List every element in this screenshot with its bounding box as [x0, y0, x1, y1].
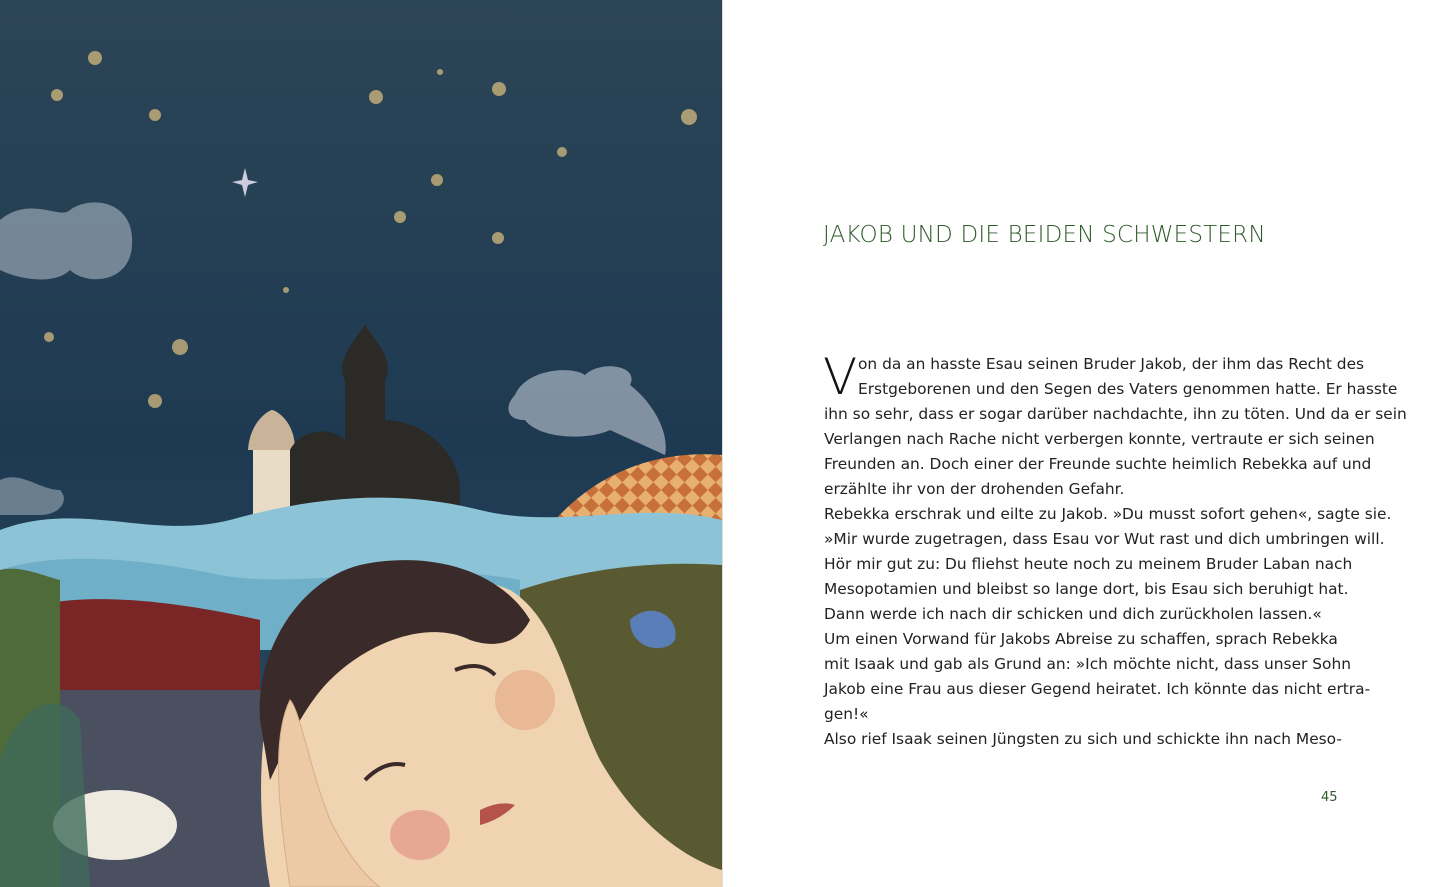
text-line: gen!«	[824, 705, 869, 723]
text-line: on da an hasste Esau seinen Bruder Jakob, der ihm das Recht des	[858, 355, 1365, 373]
body-text	[823, 348, 1407, 752]
text-line: ihn so sehr, dass er sogar darüber nachdachte, ihn zu töten. Und da er sein	[824, 405, 1407, 423]
text-line: Mesopotamien und bleibst so lange dort, bis Esau sich beruhigt hat.	[824, 580, 1349, 598]
text-line: »Mir wurde zugetragen, dass Esau vor Wut rast und dich umbringen will.	[824, 530, 1385, 548]
text-line: Also rief Isaak seinen Jüngsten zu sich und schickte ihn nach Meso-	[824, 730, 1342, 748]
text-line: Freunden an. Doch einer der Freunde suchte heimlich Rebekka auf und	[824, 455, 1372, 473]
text-line: Dann werde ich nach dir schicken und dich zurückholen lassen.«	[824, 605, 1322, 623]
text-line: Jakob eine Frau aus dieser Gegend heiratet. Ich könnte das nicht ertra-	[824, 680, 1371, 698]
drop-cap: V	[823, 348, 858, 406]
page-number: 45	[1321, 790, 1338, 805]
text-line: Hör mir gut zu: Du fliehst heute noch zu meinem Bruder Laban nach	[824, 555, 1353, 573]
text-line: Verlangen nach Rache nicht verbergen konnte, vertraute er sich seinen	[824, 430, 1375, 448]
text-line: erzählte ihr von der drohenden Gefahr.	[824, 480, 1125, 498]
text-line: mit Isaak und gab als Grund an: »Ich möchte nicht, dass unser Sohn	[824, 655, 1351, 673]
illustration-sleeping-boy	[0, 0, 722, 887]
text-page	[722, 0, 1445, 887]
text-line: Um einen Vorwand für Jakobs Abreise zu schaffen, sprach Rebekka	[824, 630, 1338, 648]
chapter-title: JAKOB UND DIE BEIDEN SCHWESTERN	[823, 222, 1266, 248]
text-line: Erstgeborenen und den Segen des Vaters genommen hatte. Er hasste	[858, 380, 1398, 398]
cloud-left	[0, 202, 132, 279]
text-line: Rebekka erschrak und eilte zu Jakob. »Du musst sofort gehen«, sagte sie.	[824, 505, 1392, 523]
